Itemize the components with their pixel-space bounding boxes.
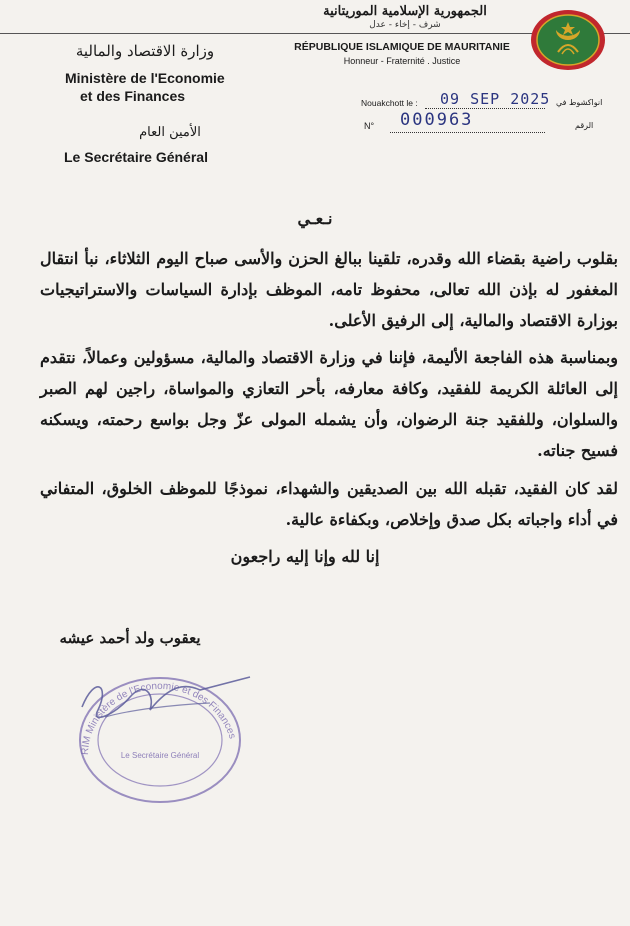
obituary-title: نـعـي [297,209,333,228]
signer-name: يعقوب ولد أحمد عيشه [59,629,201,647]
paragraph-announcement: بقلوب راضية بقضاء الله وقدره، تلقينا ببالغ الحزن والأسى صباح اليوم الثلاثاء، نبأ انتقال المغفور له بإذن الله تعالى، محفوظ تامه، الموظف بإدارة السياسات والاستراتيجيات بوزارة الاقتصاد والمالية، إلى الرفيق الأعلى. [40,249,618,330]
motto-arabic: شرف - إخاء - عدل [369,20,441,30]
paragraph-condolences: وبمناسبة هذه الفاجعة الأليمة، فإننا في وزارة الاقتصاد والمالية، مسؤولين وعمالاً، نتقدم إلى العائلة الكريمة للفقيد، وكافة معارفه، بأحر التعازي والمواساة، راجين لهم الصبر والسلوان، وللفقيد جنة الرضوان، وأن يشمله المولى عزّ وجل بواسع رحمته، ويسكنه فسيح جناته. [40,348,618,460]
ministry-name-french-line1: Ministère de l'Economie [65,70,225,86]
republic-name-arabic: الجمهورية الإسلامية الموريتانية [323,4,487,19]
reference-number: 000963 [400,110,474,130]
ministry-name-arabic: وزارة الاقتصاد والمالية [75,42,215,60]
number-dotted-line [390,132,545,133]
date-label-french: Nouakchott le : [361,98,418,108]
secretary-general-arabic: الأمين العام [139,125,201,140]
ministry-name-french-line2: et des Finances [80,88,186,104]
paragraph-tribute: لقد كان الفقيد، تقبله الله بين الصديقين والشهداء، نموذجًا للموظف الخلوق، المتفاني في أداء واجباته بكل صدق وإخلاص، وبكفاءة عالية. [40,479,618,529]
number-label-french: N° [364,121,375,131]
secretary-general-french: Le Secrétaire Général [64,149,208,165]
svg-text:RIM Ministère de l'Economie et [80,681,238,755]
stamp-center-text: Le Secrétaire Général [120,751,200,760]
national-emblem-icon [528,8,608,72]
republic-name-french: RÉPUBLIQUE ISLAMIQUE DE MAURITANIE [294,41,510,53]
date-value: 09 SEP 2025 [440,90,551,108]
number-label-arabic: الرقم [575,121,594,130]
closing-verse: إنا لله وإنا إليه راجعون [230,547,380,566]
date-dotted-line [425,108,545,109]
official-stamp-icon [60,655,260,805]
date-label-arabic: انواكشوط في [556,98,603,107]
stamp-ring-text: RIM Ministère de l'Economie et des Finances [79,680,238,756]
motto-french: Honneur - Fraternité . Justice [343,56,461,66]
